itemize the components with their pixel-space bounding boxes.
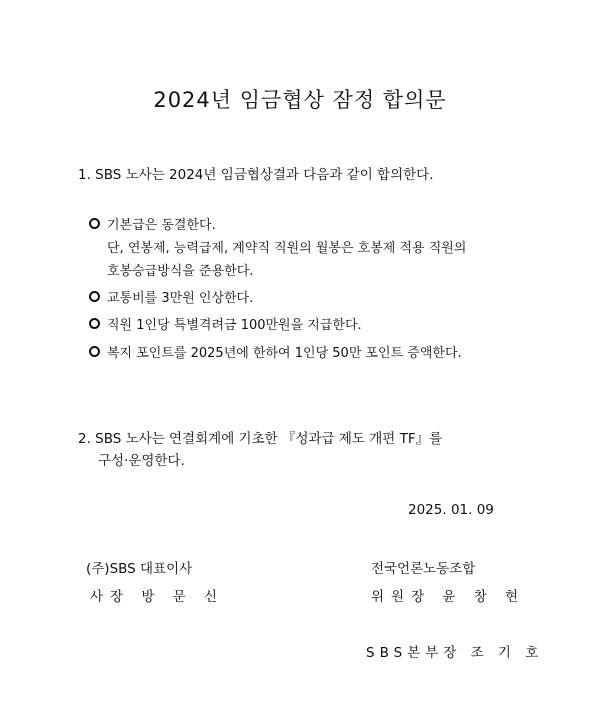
bullet-line: 복지 포인트를 2025년에 한하여 1인당 50만 포인트 증액한다.: [107, 346, 462, 361]
bullet-circle-icon: [89, 346, 100, 357]
document-title: 2024년 임금협상 잠정 합의문: [153, 88, 447, 112]
section1-heading: 1. SBS 노사는 2024년 임금협상결과 다음과 같이 합의한다.: [78, 167, 434, 183]
bullet-circle-icon: [89, 291, 100, 302]
section2-line: 2. SBS 노사는 연결회계에 기초한 『성과급 제도 개편 TF』를: [78, 431, 443, 447]
signatory-right-org: 전국언론노동조합: [371, 561, 476, 577]
agreement-date: 2025. 01. 09: [408, 502, 494, 518]
bullet-line: 직원 1인당 특별격려금 100만원을 지급한다.: [107, 318, 362, 333]
bullet-circle-icon: [89, 318, 100, 329]
bullet-line: 호봉승급방식을 준용한다.: [107, 264, 254, 279]
section2-line: 구성·운영한다.: [98, 453, 185, 469]
bullet-line: 단, 연봉제, 능력급제, 계약직 직원의 월봉은 호봉제 적용 직원의: [107, 241, 467, 256]
signatory-left-org: (주)SBS 대표이사: [86, 561, 193, 577]
bullet-circle-icon: [89, 218, 100, 229]
signatory-branch-head: SBS본부장 조 기 호: [366, 645, 544, 661]
signatory-left-name: 사장 방 문 신: [90, 589, 225, 605]
signatory-right-name: 위원장 윤 창 현: [371, 589, 526, 605]
bullet-line: 기본급은 동결한다.: [107, 218, 216, 233]
bullet-line: 교통비를 3만원 인상한다.: [107, 291, 254, 306]
